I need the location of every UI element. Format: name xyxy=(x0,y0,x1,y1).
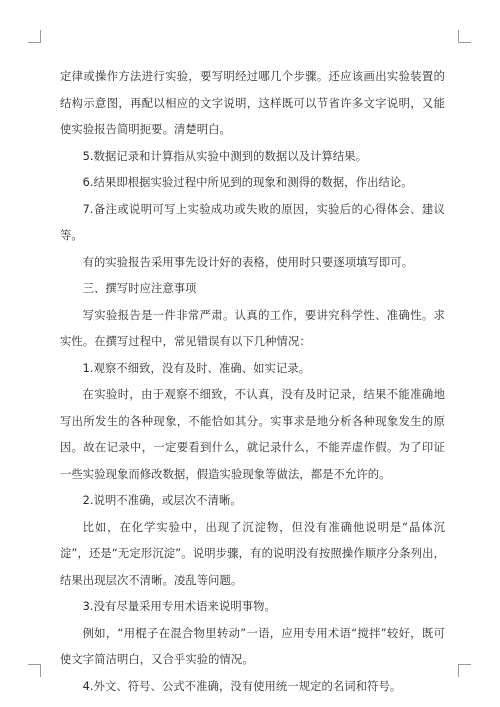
paragraph-item-5: 5.数据记录和计算指从实验中测到的数据以及计算结果。 xyxy=(82,149,368,163)
paragraph-item-6: 6.结果即根据实验过程中所见到的现象和测得的数据，作出结论。 xyxy=(82,176,413,189)
paragraph-intro-errors: 写实验报告是一件非常严肃。认真的工作，要讲究科学性、准确性。求实性。在撰写过程中，常见错误有以下几种情况： xyxy=(60,308,445,348)
crop-mark-top-left xyxy=(28,30,41,43)
crop-mark-bottom-right xyxy=(458,664,471,677)
error-paragraph-3: 例如，“用棍子在混合物里转动”一语，应用专用术语“搅拌”较好，既可使文字简洁明白，又合乎实验的情况。 xyxy=(60,626,445,666)
section-heading-3: 三、撰写时应注意事项 xyxy=(82,282,197,295)
paragraph-item-7: 7.备注或说明可写上实验成功或失败的原因，实验后的心得体会、建议等。 xyxy=(60,202,445,242)
error-heading-1: 1.观察不细致，没有及时、准确、如实记录。 xyxy=(82,361,311,375)
error-paragraph-1: 在实验时，由于观察不细致，不认真，没有及时记录，结果不能准确地写出所发生的各种现象，不能恰如其分。实事求是地分析各种现象发生的原因。故在记录中，一定要看到什么，就记录什么，不能弄虚作假。为了印证一些实验现象而修改数据，假造实验现象等做法，都是不允许的。 xyxy=(60,388,445,481)
crop-mark-bottom-left xyxy=(28,664,41,677)
error-paragraph-2: 比如，在化学实验中，出现了沉淀物，但没有准确他说明是“晶体沉淀”，还是“无定形沉淀”。说明步骤，有的说明没有按照操作顺序分条列出，结果出现层次不清晰。凌乱等问题。 xyxy=(60,520,445,587)
crop-mark-top-right xyxy=(458,30,471,43)
error-heading-4: 4.外文、符号、公式不准确，没有使用统一规定的名词和符号。 xyxy=(82,679,402,693)
document-body xyxy=(60,64,445,700)
paragraph-continued-step: 定律或操作方法进行实验，要写明经过哪几个步骤。还应该画出实验装置的结构示意图，再配以相应的文字说明，这样既可以节省许多文字说明，又能使实验报告简明扼要。清楚明白。 xyxy=(60,70,445,136)
error-heading-3: 3.没有尽量采用专用术语来说明事物。 xyxy=(82,600,276,613)
error-heading-2: 2.说明不准确，或层次不清晰。 xyxy=(82,494,242,507)
paragraph-table-note: 有的实验报告采用事先设计好的表格，使用时只要逐项填写即可。 xyxy=(82,255,414,269)
